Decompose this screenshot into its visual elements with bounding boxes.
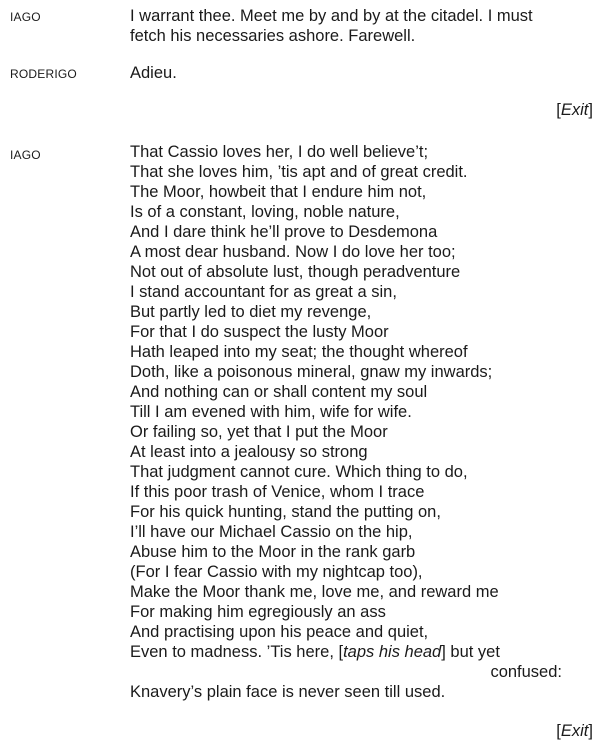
verse-line: For making him egregiously an ass <box>130 603 386 621</box>
verse-line: Doth, like a poisonous mineral, gnaw my inwards; <box>130 363 493 381</box>
verse-line: But partly led to diet my revenge, <box>130 303 372 321</box>
speaker-name: RODERIGO <box>10 67 77 81</box>
verse-line: Is of a constant, loving, noble nature, <box>130 203 400 221</box>
verse-line: That judgment cannot cure. Which thing to do, <box>130 463 468 481</box>
verse-line: For that I do suspect the lusty Moor <box>130 323 389 341</box>
verse-line: That Cassio loves her, I do well believe’t; <box>130 143 429 161</box>
exit-word: Exit <box>560 722 589 740</box>
verse-line: For his quick hunting, stand the putting on, <box>130 503 441 521</box>
verse-line: Not out of absolute lust, though peradventure <box>130 263 461 281</box>
stage-direction-exit <box>556 101 593 120</box>
speech-block <box>130 6 600 46</box>
soliloquy-block <box>130 142 600 702</box>
verse-line: And nothing can or shall content my soul <box>130 383 428 401</box>
verse-line: The Moor, howbeit that I endure him not, <box>130 183 427 201</box>
verse-line: At least into a jealousy so strong <box>130 443 368 461</box>
verse-line: Hath leaped into my seat; the thought whereof <box>130 343 468 361</box>
speaker-name: IAGO <box>10 10 41 24</box>
bracket-open: [ <box>556 101 561 119</box>
verse-text: Even to madness. ’Tis here, [ <box>130 643 344 661</box>
verse-text: ] but yet <box>441 643 500 661</box>
verse-line: If this poor trash of Venice, whom I trace <box>130 483 425 501</box>
verse-line: Adieu. <box>130 64 177 82</box>
verse-line: fetch his necessaries ashore. Farewell. <box>130 27 416 45</box>
stage-direction-exit <box>556 722 593 741</box>
verse-line: Till I am evened with him, wife for wife. <box>130 403 412 421</box>
verse-line: Knavery’s plain face is never seen till used. <box>130 683 446 701</box>
verse-line: (For I fear Cassio with my nightcap too), <box>130 563 423 581</box>
verse-line: Or failing so, yet that I put the Moor <box>130 423 388 441</box>
verse-line-continuation: confused: <box>490 663 562 681</box>
verse-line: I’ll have our Michael Cassio on the hip, <box>130 523 413 541</box>
verse-line: And I dare think he’ll prove to Desdemona <box>130 223 438 241</box>
speech-block <box>130 63 600 83</box>
verse-line: I warrant thee. Meet me by and by at the citadel. I must <box>130 7 533 25</box>
exit-word: Exit <box>560 101 589 119</box>
verse-line-with-direction <box>130 642 600 662</box>
verse-line: Abuse him to the Moor in the rank garb <box>130 543 416 561</box>
verse-line: I stand accountant for as great a sin, <box>130 283 397 301</box>
verse-line: That she loves him, ’tis apt and of great credit. <box>130 163 468 181</box>
stage-direction-inline: taps his head <box>343 643 442 661</box>
speaker-name: IAGO <box>10 148 41 162</box>
verse-line: Make the Moor thank me, love me, and reward me <box>130 583 499 601</box>
verse-line: And practising upon his peace and quiet, <box>130 623 429 641</box>
bracket-close: ] <box>588 101 593 119</box>
bracket-open: [ <box>556 722 561 740</box>
verse-line: A most dear husband. Now I do love her too; <box>130 243 456 261</box>
bracket-close: ] <box>588 722 593 740</box>
